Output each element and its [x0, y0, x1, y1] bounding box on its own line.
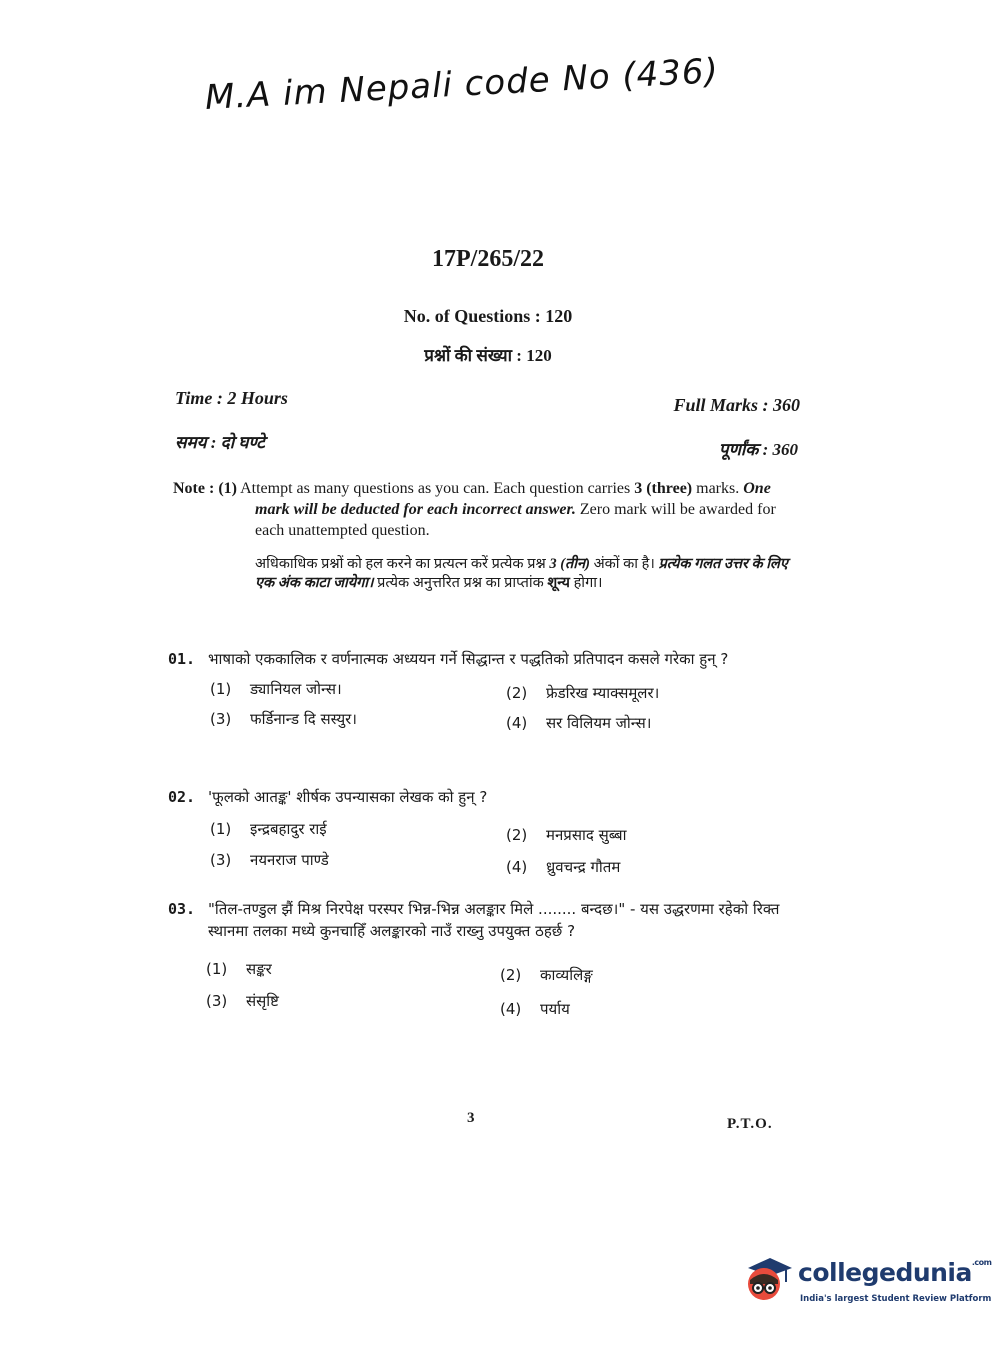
- full-marks-english: Full Marks : 360: [673, 395, 800, 415]
- options-list: [168, 816, 798, 878]
- time-hindi: समय : दो घण्टे: [175, 433, 265, 452]
- logo-tagline: India's largest Student Review Platform: [800, 1294, 992, 1304]
- option-2: (2) फ्रेडरिख म्याक्समूलर।: [506, 684, 660, 702]
- option-1: (1) इन्द्रबहादुर राई: [210, 820, 327, 838]
- full-marks-hindi: पूर्णांक : 360: [718, 440, 798, 459]
- question-02: [168, 786, 798, 878]
- num-questions-hindi: प्रश्नों की संख्या : 120: [424, 346, 552, 365]
- instructions-note: [173, 478, 803, 593]
- student-mascot-icon: [740, 1254, 792, 1306]
- option-4: (4) पर्याय: [500, 1000, 570, 1018]
- question-text: 'फूलको आतङ्क' शीर्षक उपन्यासका लेखक को हुन् ?: [208, 788, 488, 806]
- question-text: "तिल-तण्डुल झैं मिश्र निरपेक्ष परस्पर भिन्न-भिन्न अलङ्कार मिले ........ बन्दछ।" - यस उद्धरणमा रहेको रिक्त स्थानमा तलका मध्ये कुनचाहिँ अलङ्कारको नाउँ राख्नु उपयुक्त ठहर्छ ?: [208, 900, 780, 940]
- option-2: (2) काव्यलिङ्ग: [500, 966, 593, 984]
- handwritten-title: M.A im Nepali code No (436): [203, 51, 720, 118]
- logo-wordmark: collegedunia$^{.com}$: [798, 1258, 992, 1287]
- question-number: 01.: [168, 650, 196, 668]
- options-list: [168, 678, 798, 740]
- question-number: 03.: [168, 900, 196, 918]
- note-english: Note : (1) Attempt as many questions as you can. Each question carries 3 (three) marks. One mark will be deducted for each incorrect answer. Zero mark will be awarded for each unattempted question.: [173, 480, 776, 539]
- question-text: भाषाको एककालिक र वर्णनात्मक अध्ययन गर्ने सिद्धान्त र पद्धतिको प्रतिपादन कसले गरेका हुन् ?: [208, 650, 729, 668]
- note-label: Note : (1): [173, 480, 237, 497]
- option-3: (3) संसृष्टि: [206, 992, 279, 1010]
- option-1: (1) ड्यानियल जोन्स।: [210, 680, 342, 698]
- option-2: (2) मनप्रसाद सुब्बा: [506, 826, 627, 844]
- num-questions-english: No. of Questions : 120: [403, 306, 573, 326]
- question-03: [168, 898, 798, 1018]
- option-3: (3) फर्डिनान्ड दि सस्युर।: [210, 710, 357, 728]
- option-4: (4) सर विलियम जोन्स।: [506, 714, 652, 732]
- note-hindi: अधिकाधिक प्रश्नों को हल करने का प्रत्यत्न करें प्रत्येक प्रश्न 3 (तीन) अंकों का है। प्रत्येक गलत उत्तर के लिए एक अंक काटा जायेगा। प्रत्येक अनुत्तरित प्रश्न का प्राप्तांक शून्य होगा।: [255, 556, 788, 591]
- option-4: (4) ध्रुवचन्द्र गौतम: [506, 858, 621, 876]
- page-number: 3: [467, 1110, 475, 1126]
- options-list: [168, 950, 798, 1018]
- option-3: (3) नयनराज पाण्डे: [210, 851, 329, 869]
- collegedunia-logo: [740, 1250, 992, 1312]
- question-01: [168, 648, 798, 740]
- paper-code: 17P/265/22: [432, 246, 544, 272]
- question-number: 02.: [168, 788, 196, 806]
- option-1: (1) सङ्कर: [206, 960, 272, 978]
- time-english: Time : 2 Hours: [175, 388, 288, 408]
- pto-label: P.T.O.: [727, 1116, 773, 1132]
